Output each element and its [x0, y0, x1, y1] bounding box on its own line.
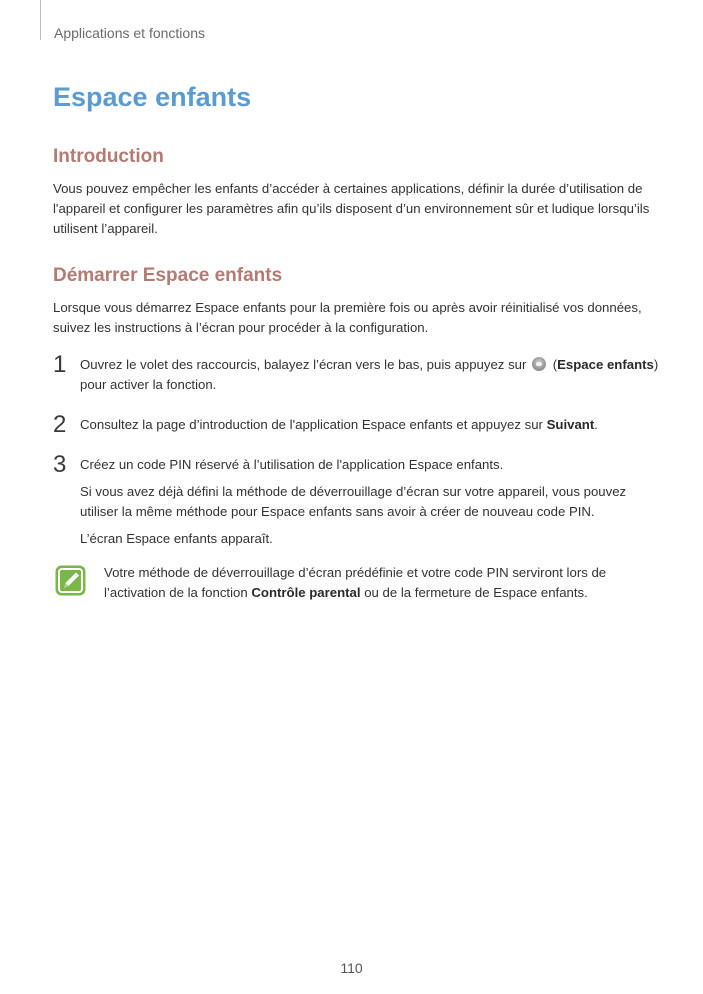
step-text [80, 355, 660, 395]
step-open-paren: ( [549, 357, 558, 372]
step-bold-label: Espace enfants [557, 357, 654, 372]
kids-space-icon [532, 357, 546, 371]
page-number: 110 [340, 960, 363, 976]
step-number: 3 [53, 451, 67, 478]
section-heading-introduction: Introduction [53, 146, 164, 167]
step-number: 2 [53, 411, 67, 438]
step-text: Créez un code PIN réservé à l’utilisation de l'application Espace enfants. [80, 457, 504, 472]
note-text-after: ou de la fermeture de Espace enfants. [360, 585, 588, 600]
step-sub-paragraph: L’écran Espace enfants apparaît. [80, 531, 273, 546]
note-bold-label: Contrôle parental [251, 585, 361, 600]
section-heading-start: Démarrer Espace enfants [53, 265, 283, 286]
intro-paragraph: Vous pouvez empêcher les enfants d’accéder à certaines applications, définir la durée d’utilisation de l'appareil et configurer les paramètres afin qu’ils disposent d’un environnement sûr et ludique lorsqu’ils utilisent l’appareil. [53, 181, 650, 236]
step-bold-label: Suivant [546, 417, 595, 432]
step-text-after: . [594, 417, 598, 432]
start-paragraph: Lorsque vous démarrez Espace enfants pour la première fois ou après avoir réinitialisé vos données, suivez les instructions à l’écran pour procéder à la configuration. [53, 300, 642, 335]
note-text [104, 563, 644, 603]
step-text-before: Ouvrez le volet des raccourcis, balayez l’écran vers le bas, puis appuyez sur [80, 357, 527, 372]
step-number: 1 [53, 351, 67, 378]
step-text-after: ) pour activer la fonction. [80, 357, 659, 392]
header-section-title: Applications et fonctions [54, 25, 205, 41]
note-text-before: Votre méthode de déverrouillage d’écran prédéfinie et votre code PIN serviront lors de l’activation de la fonction [104, 565, 607, 600]
page-margin-rule [40, 0, 41, 40]
step-sub-paragraph: Si vous avez déjà défini la méthode de déverrouillage d’écran sur votre appareil, vous pouvez utiliser la même méthode pour Espace enfants sans avoir à créer de nouveau code PIN. [80, 484, 627, 519]
step-text-before: Consultez la page d’introduction de l'application Espace enfants et appuyez sur [80, 417, 547, 432]
step-text [80, 415, 660, 435]
page-title: Espace enfants [53, 82, 252, 112]
note-pencil-icon [54, 564, 87, 597]
